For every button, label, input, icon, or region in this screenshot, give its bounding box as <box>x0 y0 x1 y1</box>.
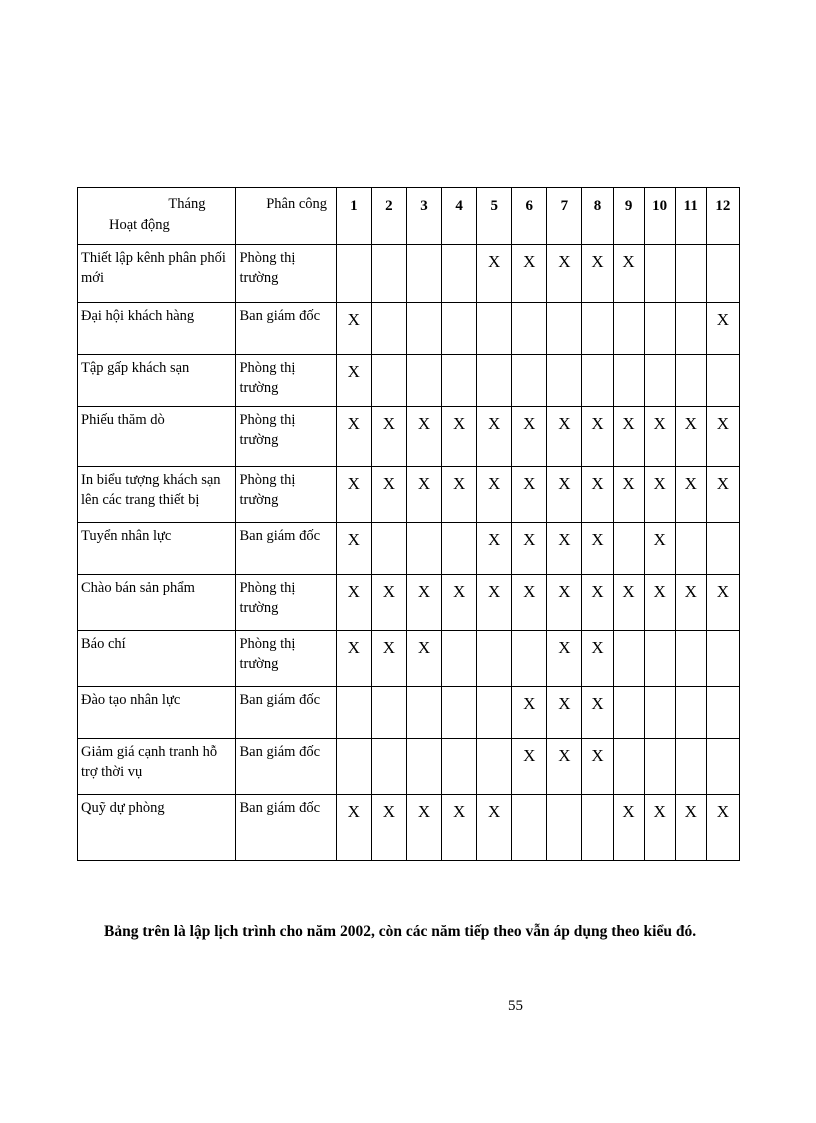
month-mark-cell: X <box>582 245 613 303</box>
month-mark-cell <box>406 245 441 303</box>
month-mark-cell <box>644 687 675 739</box>
assign-cell: Ban giám đốc <box>236 795 336 861</box>
month-mark-cell: X <box>477 575 512 631</box>
month-mark-cell <box>547 303 582 355</box>
month-mark-cell: X <box>442 407 477 467</box>
month-header-6: 6 <box>512 188 547 245</box>
month-mark-cell <box>512 355 547 407</box>
month-mark-cell: X <box>336 355 371 407</box>
table-row <box>78 355 740 407</box>
page-number: 55 <box>508 998 523 1014</box>
month-header-2: 2 <box>371 188 406 245</box>
month-mark-cell: X <box>706 575 739 631</box>
month-mark-cell: X <box>547 467 582 523</box>
month-mark-cell <box>442 523 477 575</box>
month-mark-cell <box>442 303 477 355</box>
month-mark-cell: X <box>706 303 739 355</box>
month-mark-cell: X <box>512 523 547 575</box>
corner-header-cell <box>78 188 236 245</box>
table-note: Bảng trên là lập lịch trình cho năm 2002, còn các năm tiếp theo vẫn áp dụng theo kiểu đó. <box>104 923 697 940</box>
month-mark-cell <box>442 739 477 795</box>
month-mark-cell <box>644 245 675 303</box>
month-mark-cell: X <box>371 795 406 861</box>
month-mark-cell: X <box>477 523 512 575</box>
month-mark-cell: X <box>644 523 675 575</box>
month-mark-cell: X <box>336 795 371 861</box>
assign-cell: Phòng thị trường <box>236 245 336 303</box>
month-mark-cell: X <box>477 467 512 523</box>
month-mark-cell: X <box>371 467 406 523</box>
month-mark-cell: X <box>512 575 547 631</box>
month-mark-cell: X <box>512 245 547 303</box>
month-mark-cell <box>613 303 644 355</box>
month-mark-cell <box>582 303 613 355</box>
schedule-body <box>78 245 740 861</box>
month-mark-cell <box>406 355 441 407</box>
assign-cell: Ban giám đốc <box>236 303 336 355</box>
activity-cell: Tập gấp khách sạn <box>78 355 236 407</box>
activity-cell: Đào tạo nhân lực <box>78 687 236 739</box>
activity-cell: Đại hội khách hàng <box>78 303 236 355</box>
month-mark-cell <box>371 523 406 575</box>
activity-cell: Giảm giá cạnh tranh hỗ trợ thời vụ <box>78 739 236 795</box>
month-mark-cell <box>613 523 644 575</box>
month-header-8: 8 <box>582 188 613 245</box>
month-mark-cell <box>644 631 675 687</box>
month-mark-cell: X <box>512 467 547 523</box>
month-mark-cell <box>477 303 512 355</box>
month-mark-cell: X <box>547 575 582 631</box>
month-mark-cell <box>675 739 706 795</box>
month-mark-cell: X <box>613 245 644 303</box>
month-mark-cell: X <box>442 575 477 631</box>
assign-cell: Ban giám đốc <box>236 687 336 739</box>
schedule-table <box>77 187 740 861</box>
table-header-row <box>78 188 740 245</box>
month-mark-cell: X <box>675 467 706 523</box>
month-mark-cell: X <box>582 739 613 795</box>
month-mark-cell: X <box>406 795 441 861</box>
activity-axis-label: Hoạt động <box>109 217 170 233</box>
month-mark-cell: X <box>336 631 371 687</box>
month-mark-cell <box>336 739 371 795</box>
month-mark-cell: X <box>582 523 613 575</box>
month-mark-cell <box>706 631 739 687</box>
month-mark-cell <box>371 355 406 407</box>
activity-cell: Quỹ dự phòng <box>78 795 236 861</box>
month-mark-cell <box>706 523 739 575</box>
month-mark-cell: X <box>582 631 613 687</box>
month-mark-cell: X <box>512 407 547 467</box>
month-axis-label: Tháng <box>168 196 206 212</box>
month-mark-cell <box>675 245 706 303</box>
table-row <box>78 467 740 523</box>
month-mark-cell: X <box>371 631 406 687</box>
month-mark-cell: X <box>547 631 582 687</box>
month-mark-cell: X <box>336 575 371 631</box>
month-mark-cell: X <box>547 245 582 303</box>
month-mark-cell <box>675 631 706 687</box>
assign-cell: Ban giám đốc <box>236 739 336 795</box>
month-mark-cell <box>582 355 613 407</box>
month-mark-cell <box>706 245 739 303</box>
month-mark-cell <box>613 355 644 407</box>
month-mark-cell: X <box>644 795 675 861</box>
month-mark-cell <box>406 687 441 739</box>
month-mark-cell <box>547 355 582 407</box>
month-mark-cell <box>706 687 739 739</box>
month-mark-cell: X <box>442 467 477 523</box>
month-mark-cell <box>336 245 371 303</box>
month-mark-cell: X <box>644 467 675 523</box>
month-header-9: 9 <box>613 188 644 245</box>
month-mark-cell: X <box>371 407 406 467</box>
assign-cell: Phòng thị trường <box>236 355 336 407</box>
month-mark-cell: X <box>547 739 582 795</box>
month-mark-cell <box>644 739 675 795</box>
month-mark-cell: X <box>336 303 371 355</box>
month-mark-cell: X <box>582 407 613 467</box>
activity-cell: Phiếu thăm dò <box>78 407 236 467</box>
month-mark-cell <box>582 795 613 861</box>
month-mark-cell <box>371 739 406 795</box>
month-mark-cell: X <box>512 687 547 739</box>
month-mark-cell: X <box>582 687 613 739</box>
month-mark-cell: X <box>675 795 706 861</box>
table-row <box>78 407 740 467</box>
month-mark-cell: X <box>706 407 739 467</box>
month-mark-cell <box>644 303 675 355</box>
activity-cell: In biểu tượng khách sạn lên các trang thiết bị <box>78 467 236 523</box>
assign-cell: Phòng thị trường <box>236 575 336 631</box>
table-row <box>78 523 740 575</box>
month-header-3: 3 <box>406 188 441 245</box>
month-mark-cell: X <box>582 575 613 631</box>
month-mark-cell <box>706 355 739 407</box>
month-mark-cell <box>406 303 441 355</box>
month-header-4: 4 <box>442 188 477 245</box>
month-mark-cell <box>547 795 582 861</box>
month-mark-cell: X <box>547 687 582 739</box>
month-mark-cell: X <box>613 795 644 861</box>
month-mark-cell <box>406 739 441 795</box>
month-mark-cell <box>675 523 706 575</box>
month-mark-cell <box>442 245 477 303</box>
assign-cell: Phòng thị trường <box>236 467 336 523</box>
assign-cell: Phòng thị trường <box>236 631 336 687</box>
table-row <box>78 575 740 631</box>
table-row <box>78 739 740 795</box>
month-header-5: 5 <box>477 188 512 245</box>
month-mark-cell <box>336 687 371 739</box>
month-mark-cell: X <box>442 795 477 861</box>
month-mark-cell: X <box>477 245 512 303</box>
month-mark-cell <box>477 739 512 795</box>
month-mark-cell: X <box>547 523 582 575</box>
month-header-10: 10 <box>644 188 675 245</box>
month-mark-cell: X <box>336 523 371 575</box>
month-mark-cell: X <box>582 467 613 523</box>
table-row <box>78 631 740 687</box>
month-mark-cell <box>477 631 512 687</box>
month-mark-cell: X <box>675 575 706 631</box>
month-header-7: 7 <box>547 188 582 245</box>
month-mark-cell <box>512 303 547 355</box>
month-header-1: 1 <box>336 188 371 245</box>
month-mark-cell <box>512 631 547 687</box>
month-mark-cell: X <box>644 407 675 467</box>
month-header-12: 12 <box>706 188 739 245</box>
month-mark-cell <box>371 245 406 303</box>
month-mark-cell <box>371 687 406 739</box>
activity-cell: Thiết lập kênh phân phối mới <box>78 245 236 303</box>
month-mark-cell <box>706 739 739 795</box>
month-mark-cell <box>613 739 644 795</box>
month-mark-cell: X <box>477 795 512 861</box>
month-mark-cell: X <box>706 795 739 861</box>
month-mark-cell <box>644 355 675 407</box>
month-mark-cell <box>675 687 706 739</box>
assign-cell: Phòng thị trường <box>236 407 336 467</box>
month-mark-cell <box>613 631 644 687</box>
month-mark-cell: X <box>336 467 371 523</box>
activity-cell: Chào bán sản phẩm <box>78 575 236 631</box>
month-mark-cell: X <box>336 407 371 467</box>
assign-header: Phân công <box>236 188 336 245</box>
month-mark-cell: X <box>613 575 644 631</box>
month-mark-cell: X <box>613 407 644 467</box>
month-mark-cell: X <box>512 739 547 795</box>
table-row <box>78 245 740 303</box>
month-mark-cell: X <box>371 575 406 631</box>
assign-cell: Ban giám đốc <box>236 523 336 575</box>
month-mark-cell <box>675 303 706 355</box>
month-mark-cell <box>477 355 512 407</box>
table-row <box>78 303 740 355</box>
month-mark-cell: X <box>644 575 675 631</box>
month-mark-cell: X <box>477 407 512 467</box>
month-mark-cell: X <box>613 467 644 523</box>
month-mark-cell <box>406 523 441 575</box>
table-row <box>78 795 740 861</box>
month-mark-cell: X <box>406 407 441 467</box>
month-mark-cell: X <box>675 407 706 467</box>
month-mark-cell <box>477 687 512 739</box>
month-mark-cell: X <box>406 467 441 523</box>
month-mark-cell: X <box>406 575 441 631</box>
month-mark-cell <box>613 687 644 739</box>
month-mark-cell: X <box>547 407 582 467</box>
month-mark-cell <box>442 355 477 407</box>
month-header-11: 11 <box>675 188 706 245</box>
activity-cell: Báo chí <box>78 631 236 687</box>
month-mark-cell: X <box>406 631 441 687</box>
month-mark-cell <box>371 303 406 355</box>
month-mark-cell <box>442 631 477 687</box>
table-row <box>78 687 740 739</box>
month-mark-cell: X <box>706 467 739 523</box>
month-mark-cell <box>512 795 547 861</box>
month-mark-cell <box>442 687 477 739</box>
activity-cell: Tuyển nhân lực <box>78 523 236 575</box>
month-mark-cell <box>675 355 706 407</box>
